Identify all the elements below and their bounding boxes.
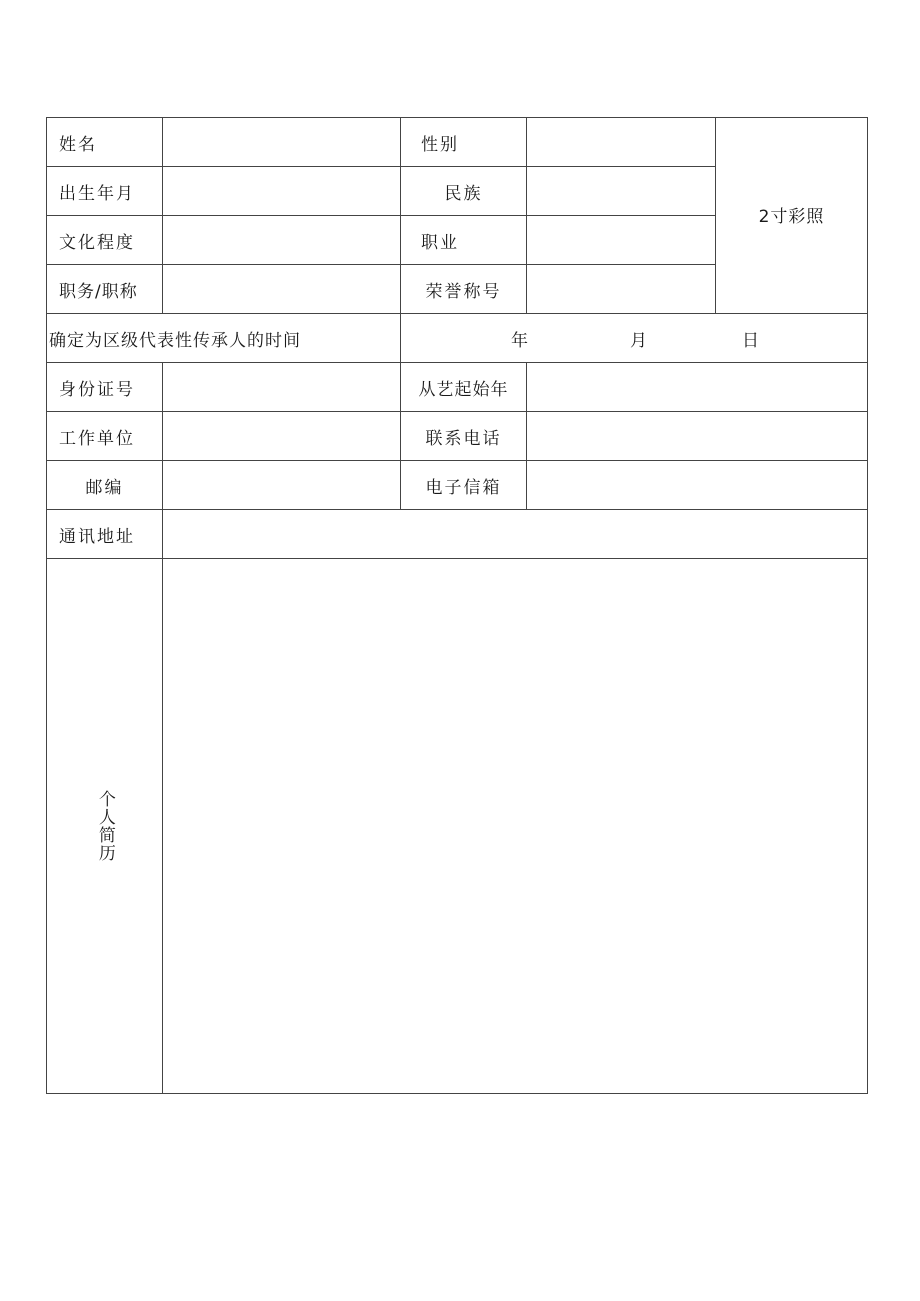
- designation-time-label: 确定为区级代表性传承人的时间: [46, 313, 401, 363]
- day-label: 日: [742, 330, 761, 351]
- birth-label: 出生年月: [46, 166, 163, 216]
- id-number-label: 身份证号: [46, 362, 163, 412]
- birth-field[interactable]: [162, 166, 401, 216]
- position-title-label: 职务/职称: [46, 264, 163, 314]
- address-label: 通讯地址: [46, 509, 163, 559]
- occupation-label: 职业: [400, 215, 527, 265]
- id-number-field[interactable]: [162, 362, 401, 412]
- ethnicity-field[interactable]: [526, 166, 716, 216]
- email-label: 电子信箱: [400, 460, 527, 510]
- name-field[interactable]: [162, 117, 401, 167]
- phone-label: 联系电话: [400, 411, 527, 461]
- gender-field[interactable]: [526, 117, 716, 167]
- honor-title-label: 荣誉称号: [400, 264, 527, 314]
- position-title-field[interactable]: [162, 264, 401, 314]
- month-label: 月: [630, 330, 649, 351]
- work-unit-field[interactable]: [162, 411, 401, 461]
- honor-title-field[interactable]: [526, 264, 716, 314]
- photo-label: 2寸彩照: [758, 207, 825, 227]
- postcode-label: 邮编: [46, 460, 163, 510]
- designation-date-field[interactable]: [400, 313, 868, 363]
- work-unit-label: 工作单位: [46, 411, 163, 461]
- education-label: 文化程度: [46, 215, 163, 265]
- resume-field[interactable]: [162, 558, 868, 1094]
- resume-label-cell: [46, 558, 163, 1094]
- occupation-field[interactable]: [526, 215, 716, 265]
- resume-label: 个人简历: [94, 790, 115, 862]
- address-field[interactable]: [162, 509, 868, 559]
- start-year-label: 从艺起始年: [400, 362, 527, 412]
- name-label: 姓名: [46, 117, 163, 167]
- photo-box[interactable]: [715, 117, 868, 314]
- gender-label: 性别: [400, 117, 527, 167]
- education-field[interactable]: [162, 215, 401, 265]
- postcode-field[interactable]: [162, 460, 401, 510]
- start-year-field[interactable]: [526, 362, 868, 412]
- ethnicity-label: 民族: [400, 166, 527, 216]
- year-label: 年: [511, 330, 530, 351]
- email-field[interactable]: [526, 460, 868, 510]
- phone-field[interactable]: [526, 411, 868, 461]
